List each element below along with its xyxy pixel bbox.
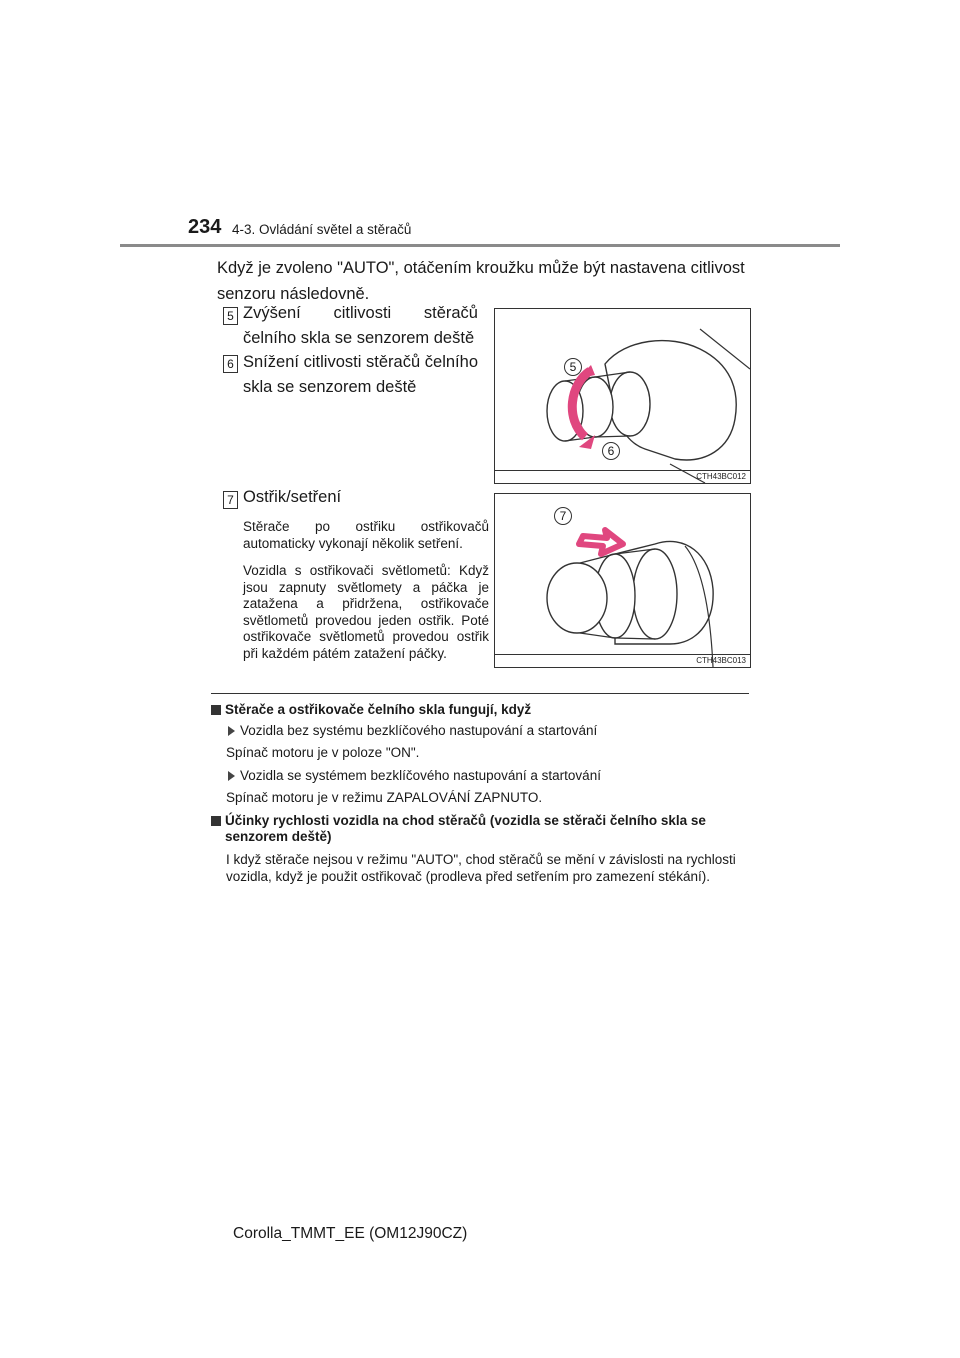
figure-callout-5: 5 <box>564 358 582 376</box>
item-marker-6: 6 <box>223 355 238 373</box>
section-title: 4-3. Ovládání světel a stěračů <box>232 222 412 237</box>
figure-caption-rule <box>495 470 750 471</box>
arrow-bullet-icon <box>228 726 235 736</box>
figure-callout-7: 7 <box>554 507 572 525</box>
washer-lever-illustration <box>495 494 750 667</box>
note-1-bullet-1: Vozidla bez systému bezklíčového nastupování a startování <box>240 723 598 738</box>
wiper-ring-illustration <box>495 309 750 483</box>
header-rule <box>120 244 840 247</box>
figure-callout-6: 6 <box>602 442 620 460</box>
page-number: 234 <box>188 216 222 238</box>
figure-wiper-ring <box>494 308 751 484</box>
note-1-text-2: Spínač motoru je v režimu ZAPALOVÁNÍ ZAPNUTO. <box>226 790 543 805</box>
note-square-bullet <box>211 816 221 826</box>
item-6-text: Snížení citlivosti stěračů čelního skla se senzorem deště <box>243 353 478 396</box>
note-1-bullet-2: Vozidla se systémem bezklíčového nastupování a startování <box>240 768 601 783</box>
footer-document-id: Corolla_TMMT_EE (OM12J90CZ) <box>233 1225 468 1242</box>
note-2-text: I když stěrače nejsou v režimu "AUTO", chod stěračů se mění v závislosti na rychlosti vozidla, když je použit ostřikovač (prodleva před setřením pro zamezení stékání). <box>226 852 736 884</box>
note-1-text-1: Spínač motoru je v poloze "ON". <box>226 745 420 760</box>
item-7-note-2: Vozidla s ostřikovači světlometů: Když jsou zapnuty světlomety a páčka je zatažena a přidržena, ostřikovače světlometů provedou jeden ostřik. Poté ostřikovače světlometů provedou ostřik při každém pátém zatažení páčky. <box>243 563 489 661</box>
note-heading-1: Stěrače a ostřikovače čelního skla fungují, když <box>225 702 532 717</box>
item-5-text: Zvýšení citlivosti stěračů čelního skla se senzorem deště <box>243 304 478 347</box>
item-marker-7: 7 <box>223 491 238 509</box>
note-square-bullet <box>211 705 221 715</box>
note-heading-2: Účinky rychlosti vozidla na chod stěračů (vozidla se stěrači čelního skla se senzorem deště) <box>225 813 706 844</box>
figure-code: CTH43BC013 <box>696 656 746 665</box>
figure-wiper-washer <box>494 493 751 668</box>
figure-code: CTH43BC012 <box>696 472 746 481</box>
section-separator <box>211 693 749 694</box>
item-7-text: Ostřik/setření <box>243 488 342 506</box>
intro-paragraph: Když je zvoleno "AUTO", otáčením kroužku může být nastavena citlivost senzoru následovně. <box>217 259 745 303</box>
arrow-bullet-icon <box>228 771 235 781</box>
item-7-note-1: Stěrače po ostřiku ostřikovačů automaticky vykonají několik setření. <box>243 519 489 551</box>
figure-caption-rule <box>495 654 750 655</box>
item-marker-5: 5 <box>223 307 238 325</box>
